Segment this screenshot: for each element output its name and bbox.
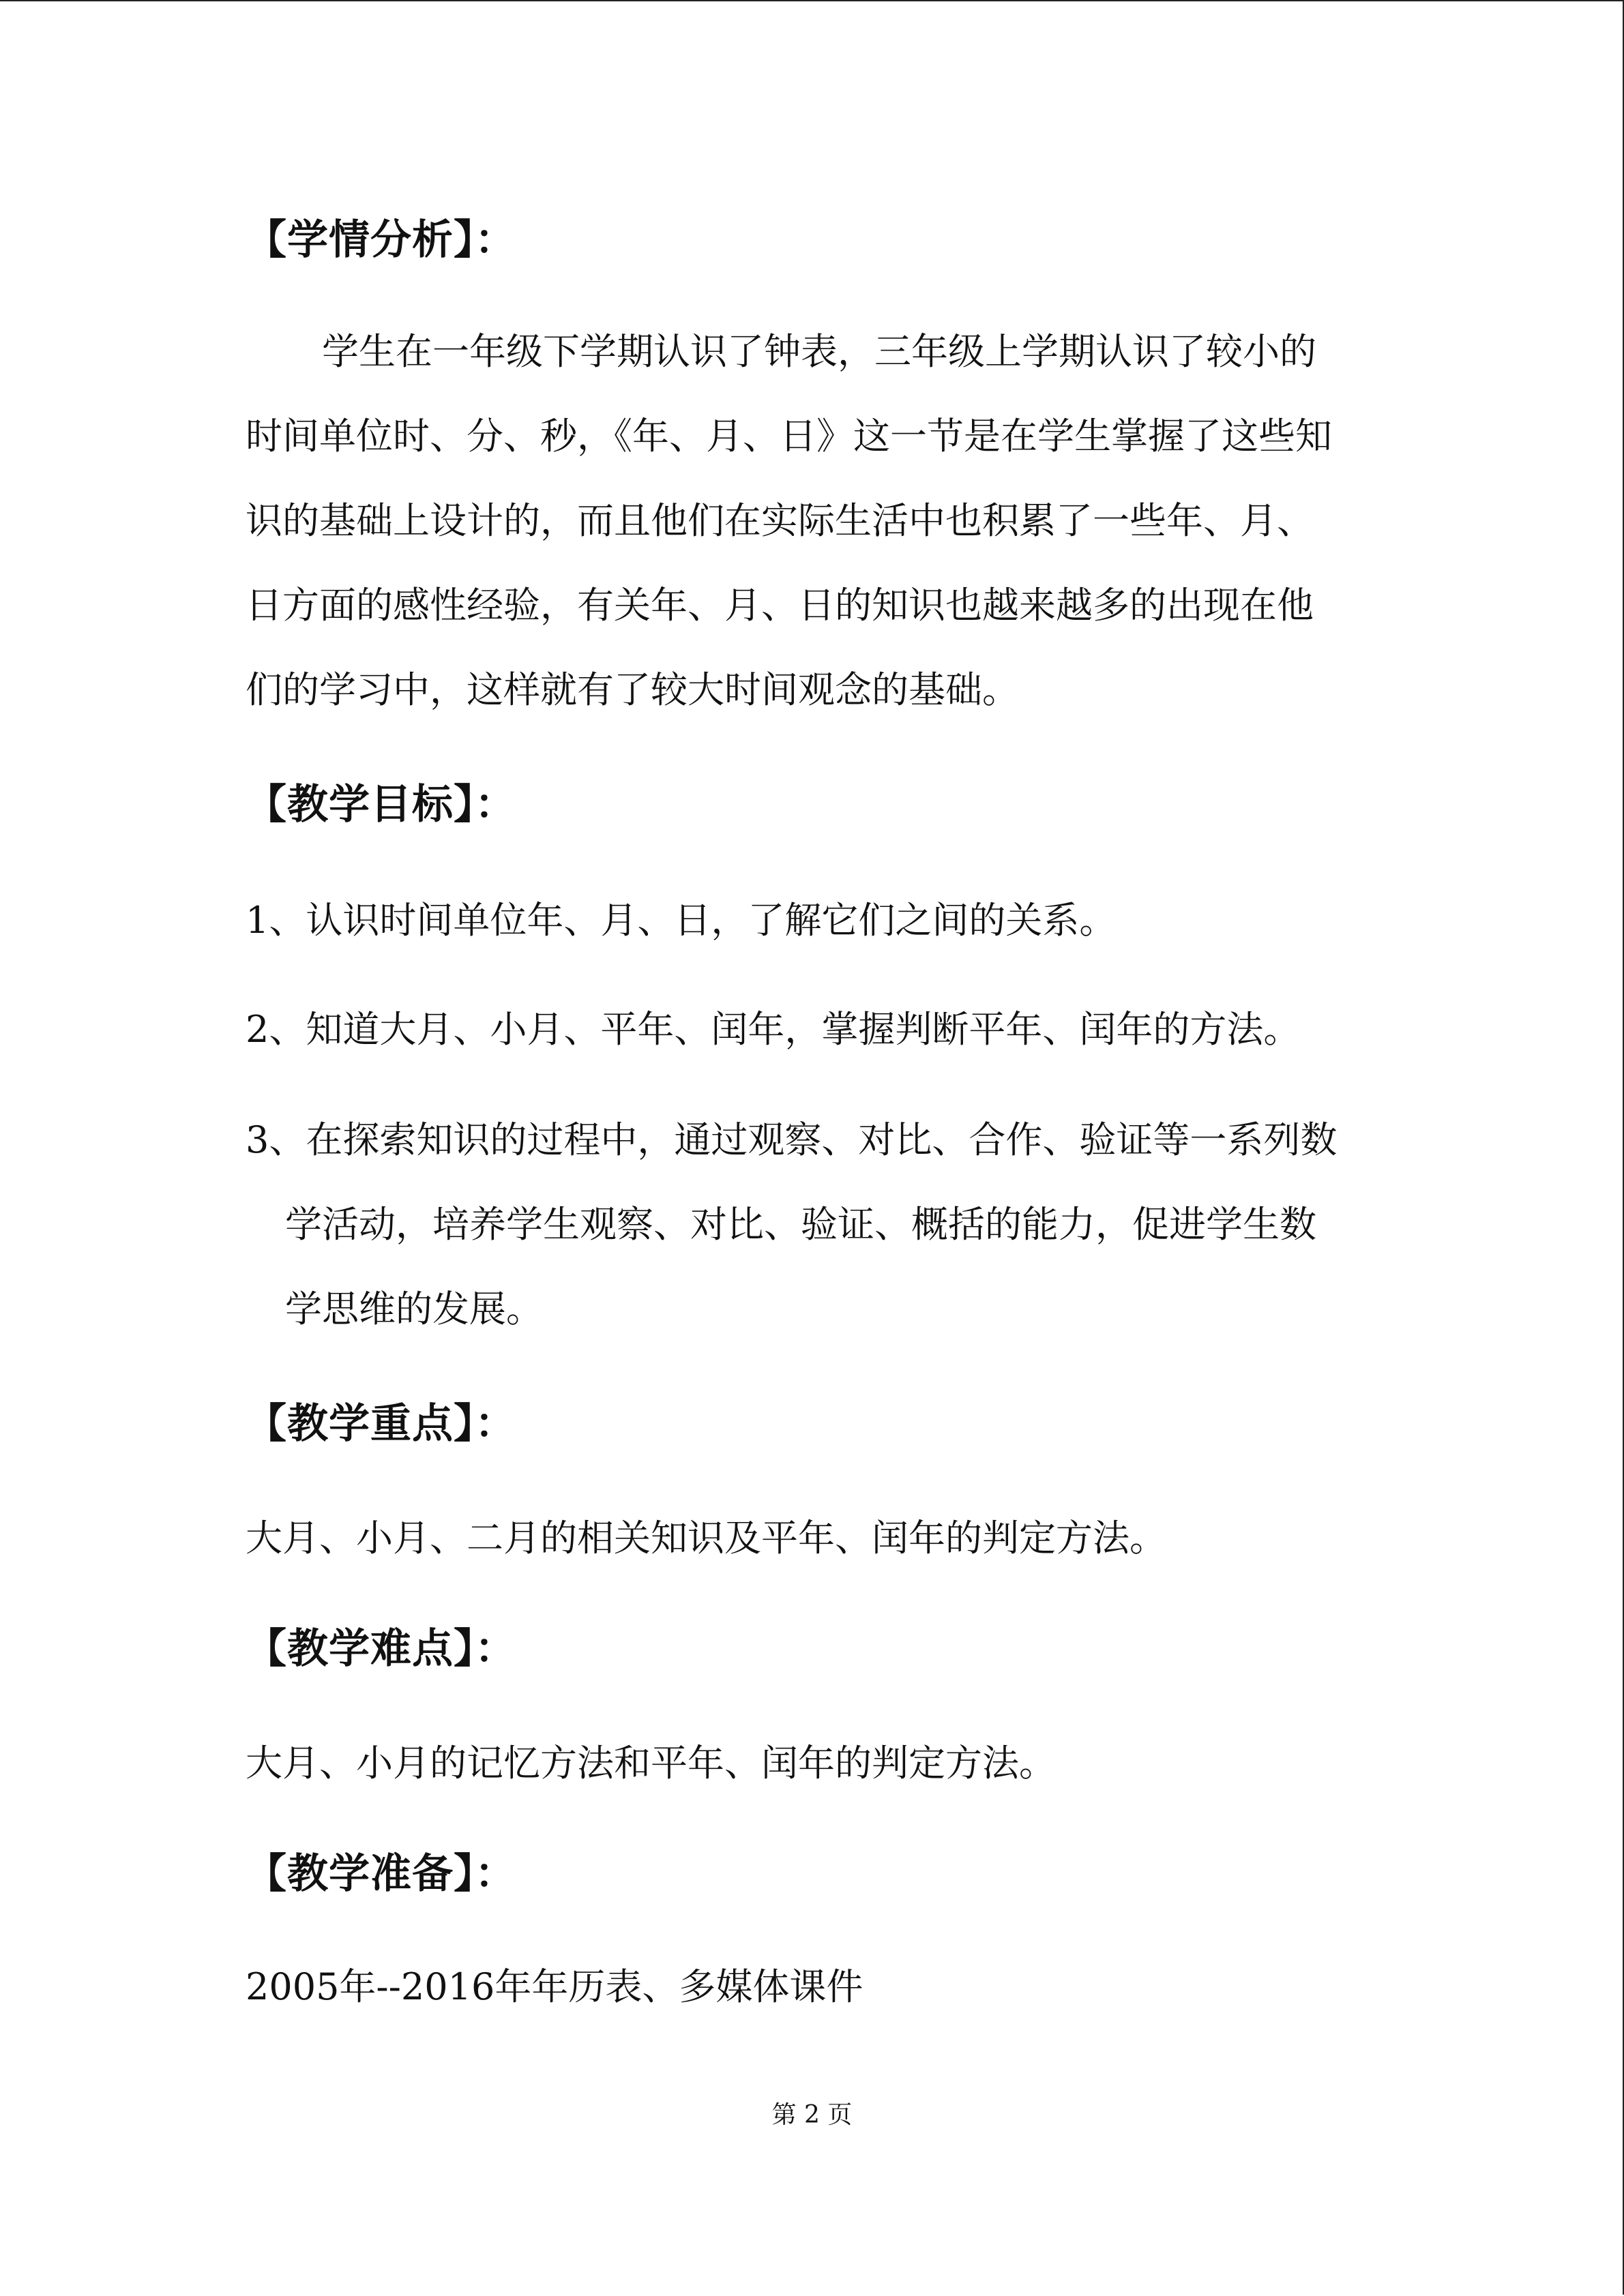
heading-preparation: 【教学准备】： (246, 1850, 516, 1898)
page-number: 第 2 页 (771, 2101, 853, 2129)
paragraph-line: 们的学习中，这样就有了较大时间观念的基础。 (246, 668, 1019, 711)
goal-item-1 (246, 878, 1391, 963)
key-points-text: 大月、小月、二月的相关知识及平年、闰年的判定方法。 (246, 1517, 1166, 1560)
paragraph-line: 识的基础上设计的，而且他们在实际生活中也积累了一些年、月、 (246, 499, 1314, 542)
paragraph-line: 时间单位时、分、秒，《年、月、日》这一节是在学生掌握了这些知 (246, 415, 1332, 458)
goal-text: 1、认识时间单位年、月、日，了解它们之间的关系。 (246, 899, 1117, 942)
goal-text: 学思维的发展。 (285, 1287, 543, 1330)
goal-text: 学活动，培养学生观察、对比、验证、概括的能力，促进学生数 (285, 1203, 1316, 1246)
heading-goals: 【教学目标】： (246, 781, 516, 829)
difficulties-text: 大月、小月的记忆方法和平年、闰年的判定方法。 (246, 1742, 1056, 1785)
heading-difficulties: 【教学难点】： (246, 1625, 516, 1673)
goal-item-3 (246, 1098, 1391, 1352)
goal-text: 3、在探索知识的过程中，通过观察、对比、合作、验证等一系列数 (246, 1118, 1338, 1161)
paragraph-analysis (246, 310, 1391, 732)
goal-item-2 (246, 987, 1391, 1072)
heading-analysis: 【学情分析】： (246, 216, 516, 264)
heading-key-points: 【教学重点】： (246, 1400, 516, 1448)
paragraph-line: 日方面的感性经验，有关年、月、日的知识也越来越多的出现在他 (246, 584, 1314, 627)
paragraph-line: 学生在一年级下学期认识了钟表，三年级上学期认识了较小的 (322, 330, 1316, 373)
goal-text: 2、知道大月、小月、平年、闰年，掌握判断平年、闰年的方法。 (246, 1008, 1301, 1051)
preparation-text: 2005年--2016年年历表、多媒体课件 (246, 1965, 863, 2008)
